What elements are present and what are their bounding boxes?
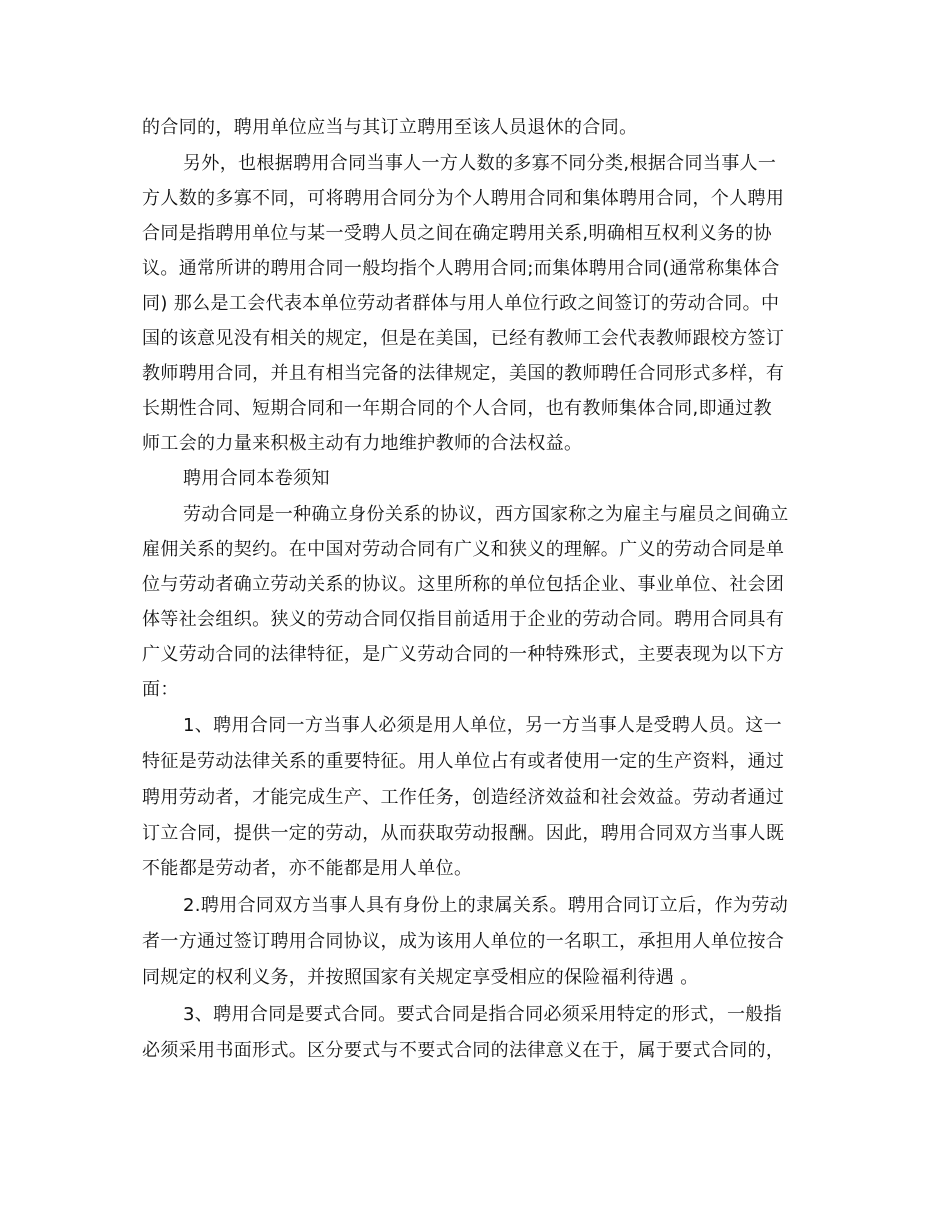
- text-line: 长期性合同、短期合同和一年期合同的个人合同，也有教师集体合同,即通过教: [142, 398, 772, 419]
- text-line: 体等社会组织。狭义的劳动合同仅指目前适用于企业的劳动合同。聘用合同具有: [142, 609, 785, 630]
- text-line: 3、聘用合同是要式合同。要式合同是指合同必须采用特定的形式，一般指: [183, 1004, 782, 1025]
- text-line: 者一方通过签订聘用合同协议，成为该用人单位的一名职工，承担用人单位按合: [142, 931, 785, 952]
- text-line: 方人数的多寡不同，可将聘用合同分为个人聘用合同和集体聘用合同，个人聘用: [142, 188, 785, 209]
- text-line: 订立合同，提供一定的劳动，从而获取劳动报酬。因此，聘用合同双方当事人既: [142, 823, 785, 844]
- text-line: 不能都是劳动者，亦不能都是用人单位。: [142, 858, 473, 879]
- text-line: 的合同的，聘用单位应当与其订立聘用至该人员退休的合同。: [142, 117, 638, 138]
- text-line: 议。通常所讲的聘用合同一般均指个人聘用合同;而集体聘用合同(通常称集体合: [142, 258, 780, 279]
- text-line: 2.聘用合同双方当事人具有身份上的隶属关系。聘用合同订立后，作为劳动: [183, 895, 789, 916]
- text-line: 教师聘用合同，并且有相当完备的法律规定，美国的教师聘任合同形式多样，有: [142, 363, 785, 384]
- text-line: 雇佣关系的契约。在中国对劳动合同有广义和狭义的理解。广义的劳动合同是单: [142, 539, 785, 560]
- text-line: 广义劳动合同的法律特征，是广义劳动合同的一种特殊形式，主要表现为以下方: [142, 644, 785, 665]
- text-line: 同规定的权利义务，并按照国家有关规定享受相应的保险福利待遇 。: [142, 967, 699, 988]
- text-line: 师工会的力量来积极主动有力地维护教师的合法权益。: [142, 433, 583, 454]
- text-line: 必须采用书面形式。区分要式与不要式合同的法律意义在于，属于要式合同的，: [142, 1040, 785, 1061]
- text-line: 同) 那么是工会代表本单位劳动者群体与用人单位行政之间签订的劳动合同。中: [142, 293, 780, 314]
- text-line: 国的该意见没有相关的规定，但是在美国，已经有教师工会代表教师跟校方签订: [142, 328, 785, 349]
- section-heading: 聘用合同本卷须知: [183, 468, 330, 489]
- text-line: 聘用劳动者，才能完成生产、工作任务，创造经济效益和社会效益。劳动者通过: [142, 787, 785, 808]
- text-line: 合同是指聘用单位与某一受聘人员之间在确定聘用关系,明确相互权利义务的协: [142, 223, 772, 244]
- text-line: 位与劳动者确立劳动关系的协议。这里所称的单位包括企业、事业单位、社会团: [142, 574, 785, 595]
- text-line: 1、聘用合同一方当事人必须是用人单位，另一方当事人是受聘人员。这一: [183, 715, 782, 736]
- text-line: 面：: [142, 679, 179, 700]
- text-line: 另外，也根据聘用合同当事人一方人数的多寡不同分类,根据合同当事人一: [183, 153, 777, 174]
- text-line: 特征是劳动法律关系的重要特征。用人单位占有或者使用一定的生产资料，通过: [142, 751, 785, 772]
- text-line: 劳动合同是一种确立身份关系的协议，西方国家称之为雇主与雇员之间确立: [183, 504, 789, 525]
